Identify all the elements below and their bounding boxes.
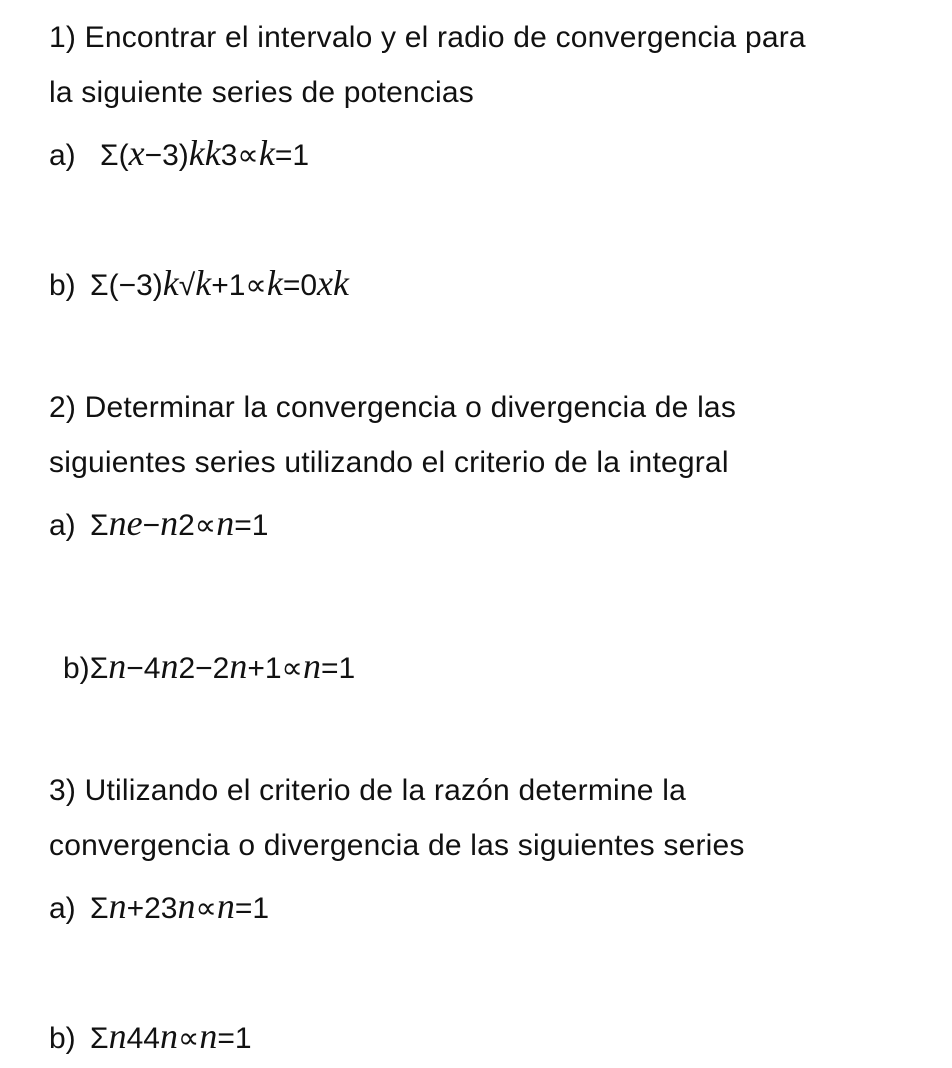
- problem-3a: [49, 886, 269, 929]
- problem-3b-expression: Σn44n∝n=1: [90, 1016, 252, 1056]
- problem-1b: [49, 263, 349, 306]
- problem-3b: [49, 1016, 252, 1059]
- problem-2a-label: a): [49, 509, 76, 542]
- problem-1-heading-line-1: 1) Encontrar el intervalo y el radio de convergencia para: [49, 21, 806, 54]
- problem-2a: [49, 503, 268, 546]
- problem-2b: [63, 646, 355, 689]
- problem-2b-label: b): [63, 652, 90, 685]
- problem-1b-label: b): [49, 269, 76, 302]
- problem-2b-expression: Σn−4n2−2n+1∝n=1: [89, 646, 356, 686]
- problem-2-heading-line-2: siguientes series utilizando el criterio de la integral: [49, 446, 729, 479]
- problem-1a-expression: Σ(x−3)kk3∝k=1: [100, 133, 310, 173]
- problem-1a-label: a): [49, 139, 76, 172]
- problem-2-heading-line-1: 2) Determinar la convergencia o divergencia de las: [49, 391, 737, 424]
- problem-3-heading-line-2: convergencia o divergencia de las siguientes series: [49, 829, 745, 862]
- problem-3a-label: a): [49, 892, 76, 925]
- problem-3b-label: b): [49, 1022, 76, 1055]
- problem-1-heading-line-2: la siguiente series de potencias: [49, 76, 474, 109]
- problem-1a: [49, 133, 309, 176]
- problem-2a-expression: Σne−n2∝n=1: [90, 503, 269, 543]
- problem-3a-expression: Σn+23n∝n=1: [90, 886, 270, 926]
- problem-3-heading-line-1: 3) Utilizando el criterio de la razón determine la: [49, 774, 686, 807]
- problem-1b-expression: Σ(−3)k√k+1∝k=0xk: [90, 263, 350, 303]
